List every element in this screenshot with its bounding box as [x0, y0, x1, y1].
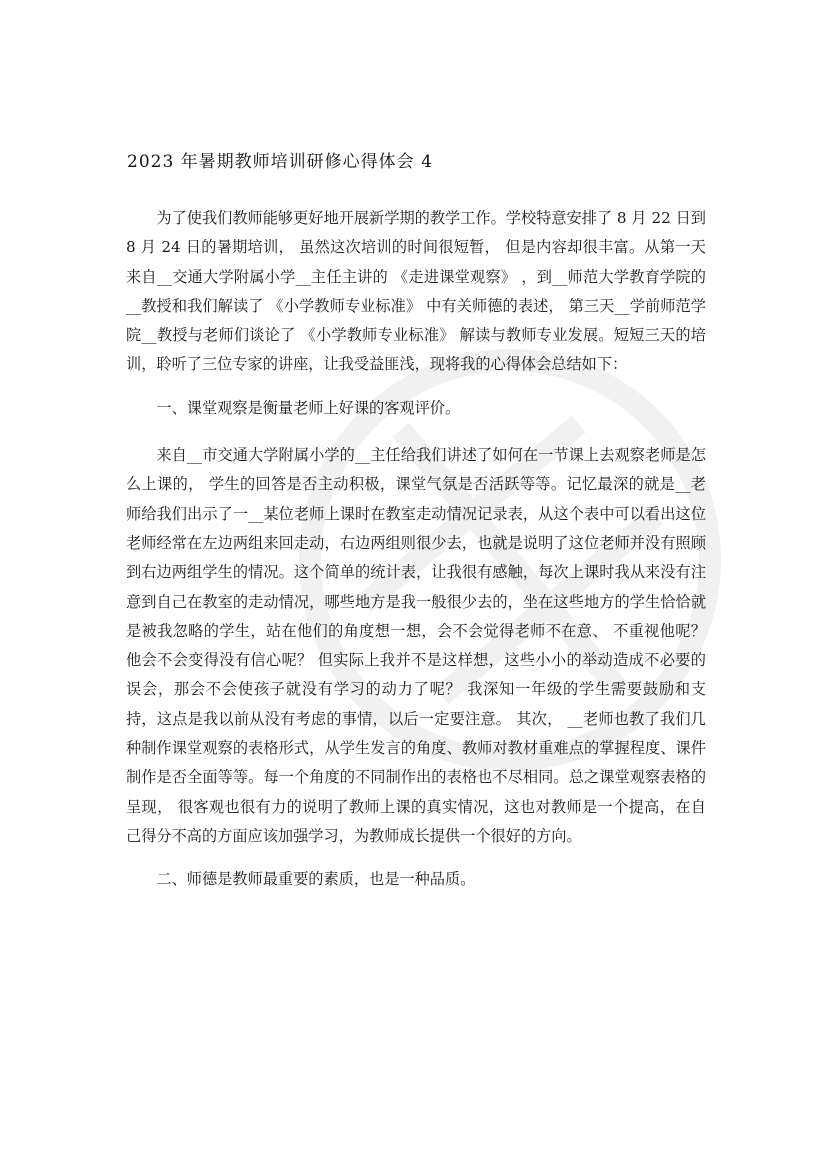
- document-title: 2023 年暑期教师培训研修心得体会 4: [127, 152, 433, 172]
- intro-paragraph: 为了使我们教师能够更好地开展新学期的教学工作。学校特意安排了 8 月 22 日到 8 月 24 日的暑期培训， 虽然这次培训的时间很短暂， 但是内容却很丰富。从第一天来自__交通大学附属小学__主任主讲的 《走进课堂观察》 ，到__师范大学教育学院的__教授和我们解读了 《小学教师专业标准》 中有关师德的表述， 第三天__学前师范学院__教授与老师们谈论了 《小学教师专业标准》 解读与教师专业发展。短短三天的培训，聆听了三位专家的讲座，让我受益匪浅，现将我的心得体会总结如下：: [126, 209, 706, 374]
- section-heading-2: 二、师德是教师最重要的素质，也是一种品质。: [156, 870, 476, 889]
- section-1-paragraph: 来自__市交通大学附属小学的__主任给我们讲述了如何在一节课上去观察老师是怎么上课的， 学生的回答是否主动积极，课堂气氛是否活跃等等。记忆最深的就是__老师给我们出示了一__某位老师上课时在教室走动情况记录表，从这个表中可以看出这位老师经常在左边两组来回走动，右边两组则很少去，也就是说明了这位老师并没有照顾到右边两组学生的情况。这个简单的统计表，让我很有感触，每次上课时我从来没有注意到自己在教室的走动情况，哪些地方是我一般很少去的，坐在这些地方的学生恰恰就是被我忽略的学生，站在他们的角度想一想，会不会觉得老师不在意、 不重视他呢？他会不会变得没有信心呢？ 但实际上我并不是这样想，这些小小的举动造成不必要的误会，那会不会使孩子就没有学习的动力了呢？ 我深知一年级的学生需要鼓励和支持，这点是我以前从没有考虑的事情，以后一定要注意。 其次， __老师也教了我们几种制作课堂观察的表格形式，从学生发言的角度、教师对教材重难点的掌握程度、课件制作是否全面等等。每一个角度的不同制作出的表格也不尽相同。总之课堂观察表格的呈现， 很客观也很有力的说明了教师上课的真实情况，这也对教师是一个提高，在自己得分不高的方面应该加强学习，为教师成长提供一个很好的方向。: [126, 446, 706, 845]
- document-body: [126, 204, 706, 913]
- section-heading-1: 一、课堂观察是衡量老师上好课的客观评价。: [156, 398, 461, 417]
